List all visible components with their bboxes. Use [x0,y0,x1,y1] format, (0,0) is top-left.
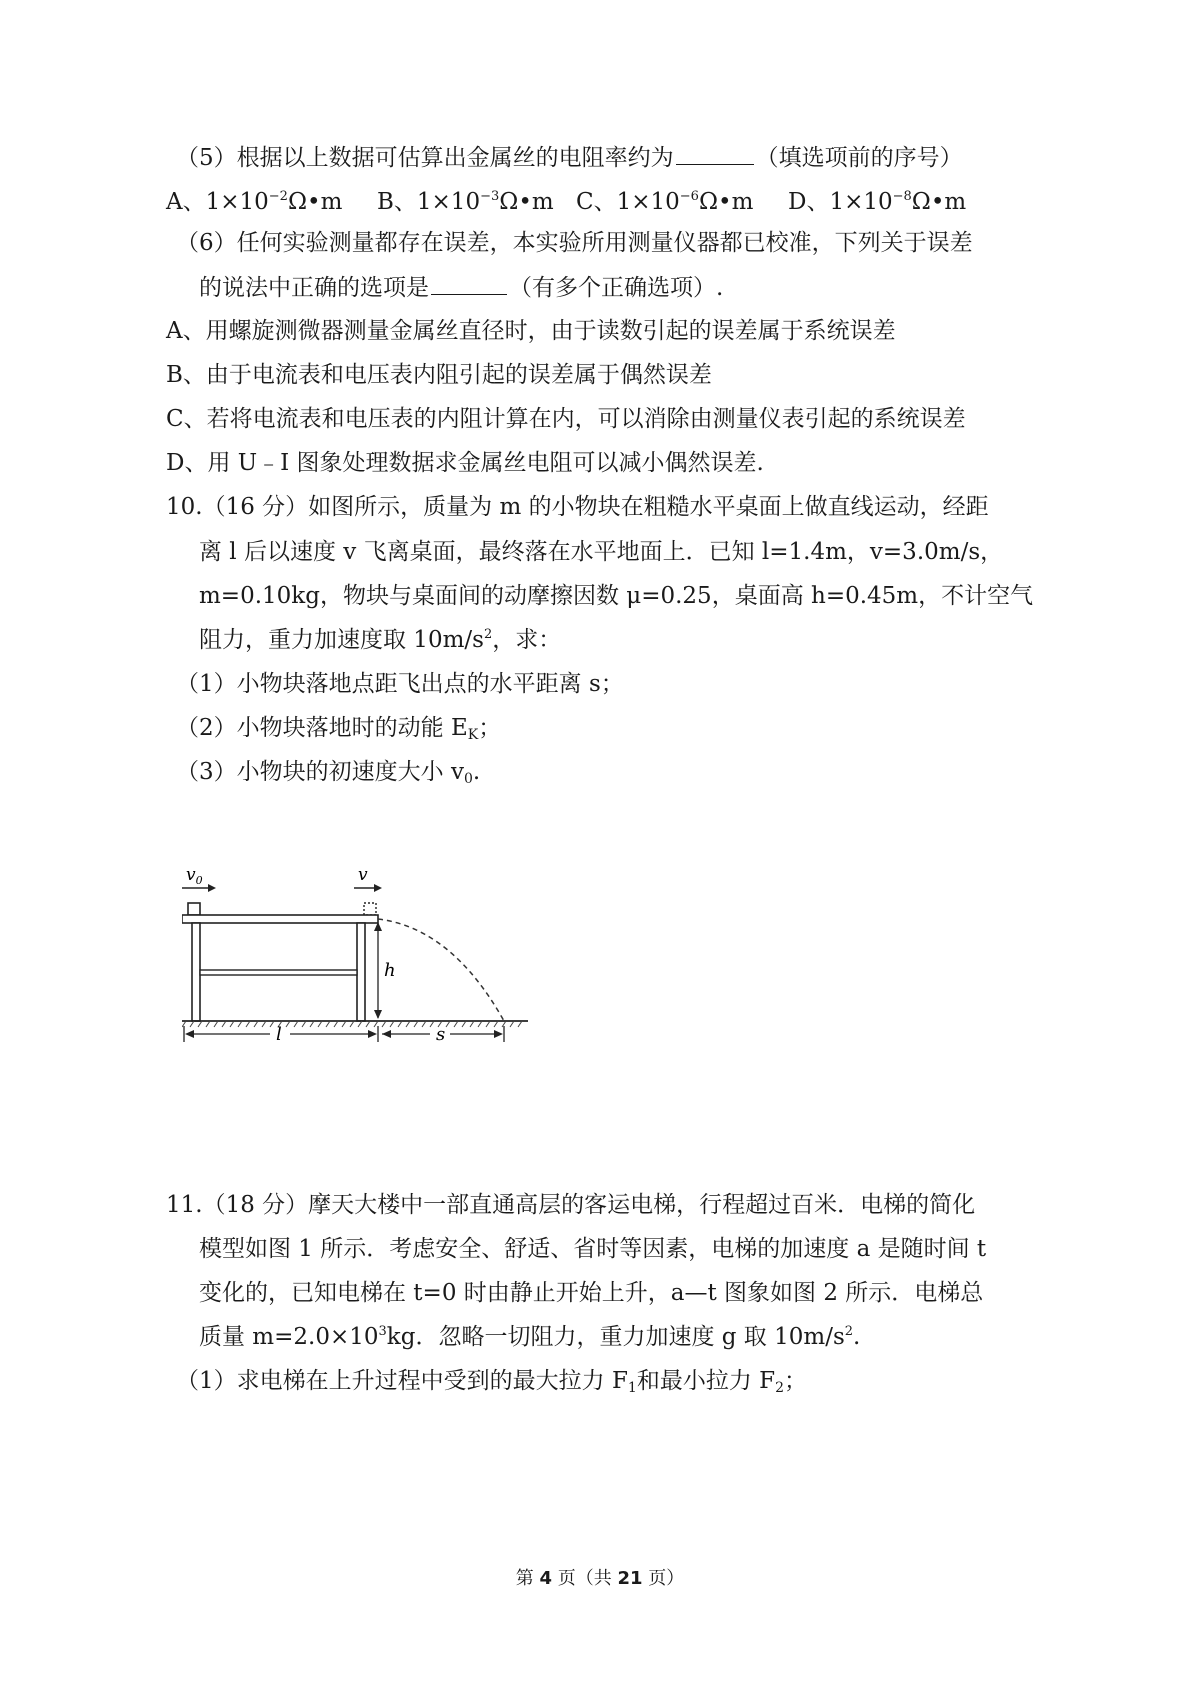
v-label: v [358,865,368,885]
q10-sub1: （1）小物块落地点距飞出点的水平距离 s； [176,671,624,697]
h-label: h [384,960,396,981]
h-dimension [374,922,382,1019]
answer-blank [431,272,507,295]
answer-blank [676,142,754,165]
q11-sub1: （1）求电梯在上升过程中受到的最大拉力 $F_1$和最小拉力 $F_2$； [176,1368,808,1396]
q11-stem-line2: 模型如图 1 所示．考虑安全、舒适、省时等因素，电梯的加速度 a 是随时间 t [199,1236,987,1262]
option-a: A、$1\times 10^{-2}\Omega•m$ [166,189,343,215]
l-label: l [276,1024,282,1042]
q9-6-option-c: C、若将电流表和电压表的内阻计算在内，可以消除由测量仪表引起的系统误差 [166,406,966,432]
v0-label: $v_0$ [186,865,203,887]
option-c: C、$1\times 10^{-6}\Omega•m$ [576,189,754,215]
q9-6-option-b: B、由于电流表和电压表内阻引起的误差属于偶然误差 [166,362,712,388]
s-label: s [436,1024,446,1042]
q11-stem-line4: 质量 $m=2.0\times 10^3kg$．忽略一切阻力，重力加速度 g 取 $10m/s^2$. [199,1324,861,1350]
q10-stem-line4: 阻力，重力加速度取 $10m/s^2$，求： [199,627,562,653]
q10-stem-line1: 10.（16 分）如图所示，质量为 m 的小物块在粗糙水平桌面上做直线运动，经距 [166,494,989,520]
q9-5-stem: （5）根据以上数据可估算出金属丝的电阻率约为 （填选项前的序号） [176,142,963,173]
page-footer: 第 4 页（共 21 页） [515,1568,685,1589]
q10-stem-line2: 离 l 后以速度 v 飞离桌面，最终落在水平地面上．已知 l=1.4m，v=3.0m/s， [199,539,1004,565]
q9-6-option-d: D、用 U﹣I 图象处理数据求金属丝电阻可以减小偶然误差. [166,450,764,476]
page-total: 21 [617,1568,643,1589]
table-top [182,915,378,923]
block-at-edge [364,903,376,915]
trajectory-curve [378,919,504,1021]
block-initial [188,903,200,915]
q11-stem-line1: 11.（18 分）摩天大楼中一部直通高层的客运电梯，行程超过百米．电梯的简化 [166,1192,976,1218]
q10-sub3: （3）小物块的初速度大小 $v_0$. [176,759,481,787]
q10-sub2: （2）小物块落地时的动能 $E_K$； [176,715,502,743]
q9-6-stem-line2: 的说法中正确的选项是 （有多个正确选项）. [199,272,723,303]
option-b: B、$1\times 10^{-3}\Omega•m$ [377,189,554,215]
page-number: 4 [539,1568,552,1589]
q11-stem-line3: 变化的，已知电梯在 t=0 时由静止开始上升，a—t 图象如图 2 所示．电梯总 [199,1280,984,1306]
q9-6-option-a: A、用螺旋测微器测量金属丝直径时，由于读数引起的误差属于系统误差 [166,318,896,344]
option-d: D、$1\times 10^{-8}\Omega•m$ [788,189,967,215]
ground [182,1021,528,1027]
table-crossbar [200,970,357,975]
table-leg-left [192,923,200,1021]
q10-stem-line3: m=0.10kg，物块与桌面间的动摩擦因数 μ=0.25，桌面高 h=0.45m，不计空气 [199,583,1034,609]
table-leg-right [357,923,365,1021]
table-projectile-figure [182,858,582,1042]
v-arrow [354,884,382,892]
q9-6-stem-line1: （6）任何实验测量都存在误差，本实验所用测量仪器都已校准，下列关于误差 [176,230,973,256]
